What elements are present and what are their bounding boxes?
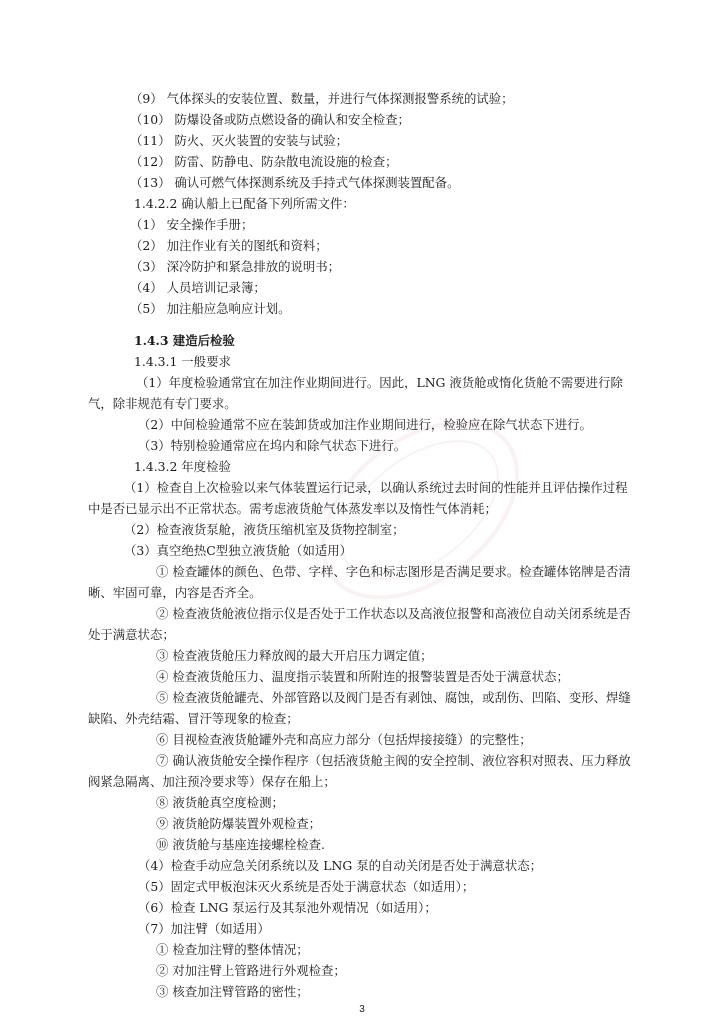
tank-check-9: ⑨ 液货舱防爆装置外观检查；: [156, 816, 322, 831]
subsection-heading-1-4-2-2: 1.4.2.2 确认船上已配备下列所需文件：: [134, 196, 355, 211]
doc-item-2: （2） 加注作业有关的图纸和资料；: [130, 238, 328, 253]
general-para-3: （3）特别检验通常应在坞内和除气状态下进行。: [138, 438, 407, 453]
tank-check-8: ⑧ 液货舱真空度检测；: [156, 795, 284, 810]
annual-item-2: （2）检查液货泵舱，液货压缩机室及货物控制室；: [124, 522, 405, 537]
arm-check-3: ③ 核查加注臂管路的密性；: [156, 984, 309, 999]
annual-item-5: （5）固定式甲板泡沫灭火系统是否处于满意状态（如适用）；: [138, 879, 475, 894]
doc-item-3: （3） 深冷防护和紧急排放的说明书；: [130, 259, 341, 274]
arm-check-1: ① 检查加注臂的整体情况；: [156, 942, 309, 957]
page-number: 3: [359, 1004, 365, 1015]
tank-check-4: ④ 检查液货舱压力、温度指示装置和所附连的报警装置是否处于满意状态；: [156, 669, 569, 684]
annual-item-6: （6）检查 LNG 泵运行及其泵池外观情况（如适用）；: [138, 900, 437, 915]
tank-check-10: ⑩ 液货舱与基座连接螺栓检查.: [156, 837, 325, 852]
subsection-heading-1-4-3-1: 1.4.3.1 一般要求: [134, 354, 231, 369]
annual-item-7: （7）加注臂（如适用）: [138, 921, 270, 936]
tank-check-3: ③ 检查液货舱压力释放阀的最大开启压力调定值；: [156, 648, 433, 663]
general-para-1: （1）年度检验通常宜在加注作业期间进行。因此，LNG 液货舱或惰化货舱不需要进行除气，除非规范有专门要求。: [88, 375, 623, 411]
doc-item-5: （5） 加注船应急响应计划。: [130, 301, 291, 316]
tank-check-5: ⑤ 检查液货舱罐壳、外部管路以及阀门是否有剥蚀、腐蚀，或刮伤、凹陷、变形、焊缝缺陷、外壳结霜、冒汗等现象的检查；: [88, 690, 631, 726]
annual-item-4: （4）检查手动应急关闭系统以及 LNG 泵的自动关闭是否处于满意状态；: [138, 858, 543, 873]
item-10: （10） 防爆设备或防点燃设备的确认和安全检查；: [130, 112, 410, 127]
doc-item-1: （1） 安全操作手册；: [130, 217, 254, 232]
general-para-2: （2）中间检验通常不应在装卸货或加注作业期间进行，检验应在除气状态下进行。: [138, 417, 592, 432]
item-12: （12） 防雷、防静电、防杂散电流设施的检查；: [130, 154, 398, 169]
tank-check-2: ② 检查液货舱液位指示仪是否处于工作状态以及高液位报警和高液位自动关闭系统是否处于满意状态；: [88, 606, 631, 642]
doc-item-4: （4） 人员培训记录簿；: [130, 280, 266, 295]
subsection-heading-1-4-3-2: 1.4.3.2 年度检验: [134, 459, 231, 474]
item-11: （11） 防火、灭火装置的安装与试验；: [130, 133, 348, 148]
arm-check-2: ② 对加注臂上管路进行外观检查；: [156, 963, 346, 978]
tank-check-6: ⑥ 目视检查液货舱罐外壳和高应力部分（包括焊接接缝）的完整性；: [156, 732, 532, 747]
tank-check-1: ① 检查罐体的颜色、色带、字样、字色和标志图形是否满足要求。检查罐体铭牌是否清晰、牢固可靠，内容是否齐全。: [88, 564, 631, 600]
section-heading-1-4-3: 1.4.3 建造后检验: [134, 333, 235, 348]
item-13: （13） 确认可燃气体探测系统及手持式气体探测装置配备。: [130, 175, 460, 190]
annual-item-1: （1）检查自上次检验以来气体装置运行记录，以确认系统过去时间的性能并且评估操作过程中是否已显示出不正常状态。需考虑液货舱气体蒸发率以及惰性气体消耗；: [88, 480, 628, 516]
item-9: （9） 气体探头的安装位置、数量，并进行气体探测报警系统的试验；: [130, 91, 514, 106]
tank-check-7: ⑦ 确认液货舱安全操作程序（包括液货舱主阀的安全控制、液位容积对照表、压力释放阀紧急隔离、加注预冷要求等）保存在船上；: [88, 753, 631, 789]
annual-item-3: （3）真空绝热C型独立液货舱（如适用）: [124, 543, 353, 558]
